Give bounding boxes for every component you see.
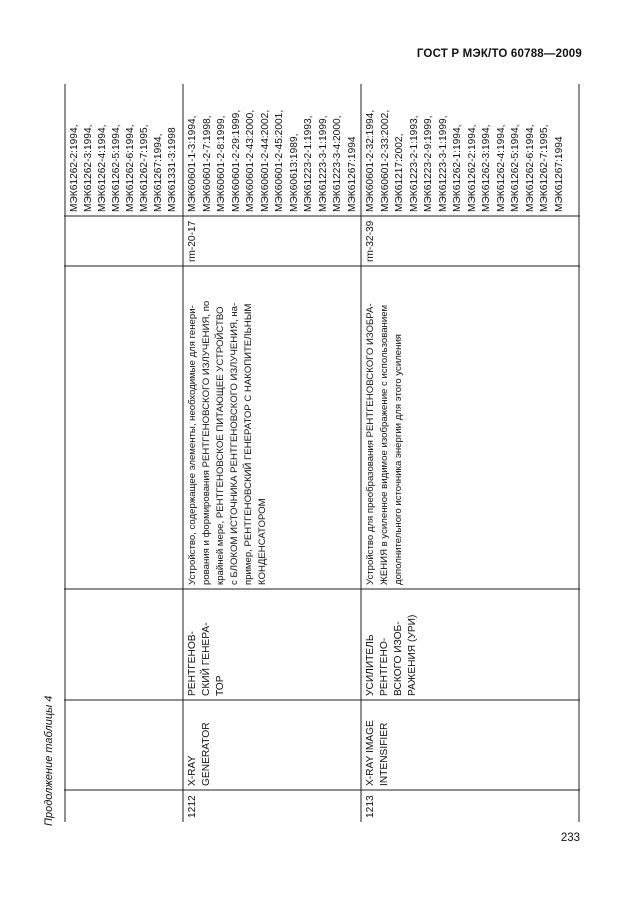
term-en-line: GENERATOR <box>201 722 212 786</box>
code: rm-32-39 <box>365 220 376 262</box>
definition-line: дополнительного источника энергии для этого усиления <box>393 334 404 585</box>
standard-header: ГОСТ Р МЭК/ТО 60788—2009 <box>416 48 582 60</box>
row1-term-en <box>183 700 361 790</box>
term-en-line: X-RAY <box>187 755 198 786</box>
row2-term-en <box>361 700 579 790</box>
ref-line: МЭК61223-2-9:1999, <box>423 115 434 212</box>
term-ru-line: ТОР <box>215 675 226 696</box>
row2-definition <box>361 266 579 589</box>
ref-line: МЭК60601-2-33:2002, <box>379 109 391 212</box>
code: rm-20-17 <box>187 220 198 262</box>
term-ru-line: РЕНТГЕНОВ- <box>187 631 198 696</box>
term-ru-line: УСИЛИТЕЛЬ <box>365 634 376 696</box>
term-ru-line: СКИЙ ГЕНЕРА- <box>201 622 212 696</box>
ref-line: МЭК61262-5:1994, <box>510 124 521 212</box>
ref-line: МЭК60601-2-43:2000, <box>245 109 256 212</box>
terms-table <box>64 84 580 822</box>
definition-line: крайней мере, РЕНТГЕНОВСКОЕ ПИТАЮЩЕЕ УСТРОЙСТВО <box>215 306 226 585</box>
page-number: 233 <box>560 832 580 844</box>
ref-line: МЭК60601-2-32:1994, <box>365 109 376 212</box>
ref-line: МЭК60601-2-8:1999, <box>216 115 227 212</box>
row2-number <box>361 790 579 822</box>
definition-line: Устройство, содержащее элементы, необходимые для генери- <box>187 305 198 585</box>
ref-line: МЭК61262-7:1995, <box>539 124 550 212</box>
ref-line: МЭК61223-2-1:1993, <box>303 115 314 212</box>
table-caption: Продолжение таблицы 4 <box>43 695 55 826</box>
row0-refs <box>65 84 183 216</box>
definition-line: рования и формирования РЕНТГЕНОВСКОГО ИЗЛУЧЕНИЯ, по <box>201 300 212 585</box>
term-en-line: INTENSIFIER <box>379 722 390 786</box>
row2-refs <box>361 84 579 216</box>
row1-refs <box>183 84 361 216</box>
ref-line: МЭК61262-3:1994, <box>83 124 94 212</box>
ref-line: МЭК61262-4:1994, <box>97 124 108 212</box>
row1-term-ru <box>183 589 361 700</box>
ref-line: МЭК61262-5:1994, <box>111 124 122 212</box>
ref-line: МЭК61267:1994 <box>553 136 565 212</box>
ref-line: МЭК60601-1-3:1994, <box>187 115 198 212</box>
term-ru-line: РАЖЕНИЯ (УРИ) <box>407 614 418 696</box>
definition-line: ЖЕНИЯ в усиленное видимое изображение с использованием <box>379 304 390 585</box>
ref-line: МЭК61331-3:1998 <box>167 127 178 212</box>
ref-line: МЭК61262-3:1994, <box>481 124 492 212</box>
ref-line: МЭК61267:1994 <box>346 136 358 212</box>
entry-number: 1212 <box>187 795 198 818</box>
entry-number: 1213 <box>365 795 376 818</box>
ref-line: МЭК60613:1989, <box>288 133 300 212</box>
row1-code <box>183 216 361 266</box>
definition-line: с БЛОКОМ ИСТОЧНИКА РЕНТГЕНОВСКОГО ИЗЛУЧЕНИЯ, на- <box>229 302 240 585</box>
ref-line: МЭК60601-2-29:1999, <box>230 109 242 212</box>
ref-line: МЭК61262-6:1994, <box>125 124 136 212</box>
ref-line: МЭК61262-1:1994, <box>452 124 463 212</box>
ref-line: МЭК60601-2-45:2001, <box>274 109 285 212</box>
row2-term-ru <box>361 589 579 700</box>
ref-line: МЭК61217:2002, <box>394 133 405 212</box>
ref-line: МЭК60601-2-44:2002, <box>259 109 271 212</box>
row1-number <box>183 790 361 822</box>
definition-line: пример, РЕНТГЕНОВСКИЙ ГЕНЕРАТОР С НАКОПИТЕЛЬНЫМ <box>243 303 254 585</box>
ref-line: МЭК61267:1994, <box>153 133 164 212</box>
ref-line: МЭК61223-3-1:1999, <box>317 115 329 212</box>
ref-line: МЭК61262-4:1994, <box>495 124 507 212</box>
ref-line: МЭК61262-2:1994, <box>466 124 478 212</box>
term-ru-line: ВСКОГО ИЗОБ- <box>393 621 404 696</box>
row2-code <box>361 216 579 266</box>
ref-line: МЭК61262-2:1994, <box>69 124 80 212</box>
ref-line: МЭК60601-2-7:1998, <box>201 115 213 212</box>
ref-line: МЭК61223-2-1:1993, <box>408 115 420 212</box>
definition-line: КОНДЕНСАТОРОМ <box>257 498 268 585</box>
row1-definition <box>183 266 361 589</box>
definition-line: Устройство для преобразования РЕНТГЕНОВСКОГО ИЗОБРА- <box>365 303 376 585</box>
ref-line: МЭК61262-7:1995, <box>139 124 150 212</box>
ref-line: МЭК61223-3-1:1999, <box>437 115 449 212</box>
ref-line: МЭК61262-6:1994, <box>524 124 536 212</box>
ref-line: МЭК61223-3-4:2000, <box>332 115 343 212</box>
term-ru-line: РЕНТГЕНО- <box>379 637 390 696</box>
term-en-line: X-RAY IMAGE <box>365 720 376 786</box>
